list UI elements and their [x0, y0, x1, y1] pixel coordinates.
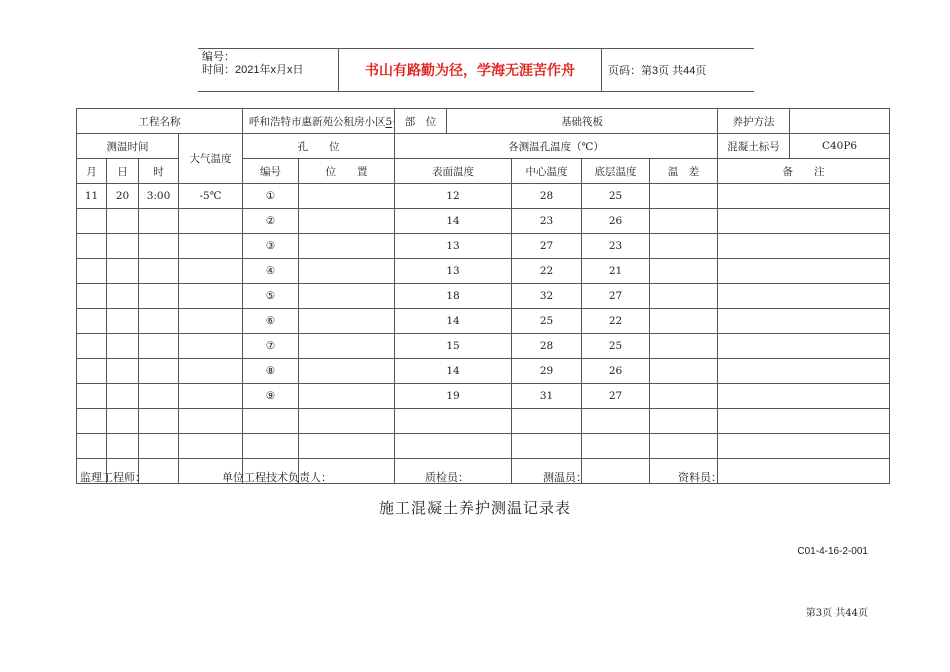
form-title: 施工混凝土养护测温记录表 [378, 499, 571, 517]
cell-bottom: 25 [582, 184, 650, 209]
cell-bottom [582, 434, 650, 459]
project-name [243, 109, 395, 134]
cell-remark [718, 434, 890, 459]
cell-hour [139, 309, 179, 334]
cell-bottom: 27 [582, 384, 650, 409]
cell-air [179, 234, 243, 259]
header-page-label: 页码：第3页 共44页 [608, 65, 707, 77]
grade-label: 混凝土标号 [718, 134, 790, 159]
cell-day [107, 284, 139, 309]
part-label: 部 位 [395, 109, 447, 134]
cell-surface [395, 409, 512, 434]
cell-month [77, 384, 107, 409]
cell-diff [650, 384, 718, 409]
cell-remark [718, 234, 890, 259]
cell-hour [139, 359, 179, 384]
cell-pos [299, 309, 395, 334]
cell-pos [299, 209, 395, 234]
cell-hour [139, 209, 179, 234]
cell-hour [139, 284, 179, 309]
remark-label: 备 注 [718, 159, 890, 184]
cell-diff [650, 209, 718, 234]
cell-pos [299, 334, 395, 359]
cell-no [243, 434, 299, 459]
cell-hour [139, 234, 179, 259]
cell-month [77, 309, 107, 334]
center-label: 中心温度 [512, 159, 582, 184]
cell-day [107, 259, 139, 284]
table-row [77, 384, 890, 409]
cell-month [77, 234, 107, 259]
cell-center [512, 409, 582, 434]
cell-month [77, 259, 107, 284]
header-meta [202, 51, 303, 77]
cell-air [179, 259, 243, 284]
cell-day [107, 309, 139, 334]
table-row [77, 309, 890, 334]
cell-center: 27 [512, 234, 582, 259]
cell-hour [139, 384, 179, 409]
cell-hour [139, 409, 179, 434]
curing-label: 养护方法 [718, 109, 790, 134]
table-row [77, 359, 890, 384]
hole-label: 孔 位 [243, 134, 395, 159]
cell-surface: 14 [395, 359, 512, 384]
cell-remark [718, 284, 890, 309]
cell-hour: 3:00 [139, 184, 179, 209]
form-code: C01-4-16-2-001 [797, 546, 868, 557]
cell-air [179, 409, 243, 434]
cell-pos [299, 234, 395, 259]
project-name-prefix: 呼和浩特市惠新苑公租房小区 [249, 115, 386, 128]
header-motto: 书山有路勤为径，学海无涯苦作舟 [338, 49, 602, 91]
cell-no: ⑨ [243, 384, 299, 409]
no-label: 编号 [243, 159, 299, 184]
table-row [77, 434, 890, 459]
cell-center: 28 [512, 184, 582, 209]
table-row-header-1 [77, 134, 890, 159]
cell-remark [718, 334, 890, 359]
cell-no: ③ [243, 234, 299, 259]
cell-day [107, 234, 139, 259]
cell-surface: 19 [395, 384, 512, 409]
cell-day [107, 334, 139, 359]
table-row [77, 284, 890, 309]
cell-center: 32 [512, 284, 582, 309]
cell-bottom: 26 [582, 209, 650, 234]
cell-remark [718, 309, 890, 334]
cell-center [512, 434, 582, 459]
cell-surface [395, 434, 512, 459]
cell-diff [650, 409, 718, 434]
cell-bottom [582, 459, 650, 484]
cell-diff [650, 234, 718, 259]
cell-bottom: 21 [582, 259, 650, 284]
cell-surface: 15 [395, 334, 512, 359]
cell-center: 23 [512, 209, 582, 234]
cell-no: ① [243, 184, 299, 209]
surface-label: 表面温度 [395, 159, 512, 184]
cell-diff [650, 309, 718, 334]
inspector-signature: 质检员： [425, 471, 469, 484]
air-temp-label: 大气温度 [179, 134, 243, 184]
cell-pos [299, 184, 395, 209]
cell-air: -5℃ [179, 184, 243, 209]
cell-diff [650, 259, 718, 284]
cell-month [77, 359, 107, 384]
diff-label: 温 差 [650, 159, 718, 184]
cell-air [179, 309, 243, 334]
cell-hour [139, 434, 179, 459]
cell-month [77, 284, 107, 309]
cell-no: ④ [243, 259, 299, 284]
cell-air [179, 384, 243, 409]
cell-center: 25 [512, 309, 582, 334]
project-building-number: 5 [385, 115, 393, 128]
cell-pos [299, 284, 395, 309]
table-row [77, 184, 890, 209]
temperature-record-table [76, 108, 890, 484]
bottom-label: 底层温度 [582, 159, 650, 184]
curing-value [790, 109, 890, 134]
time-label: 时间：2021年x月x日 [202, 64, 304, 76]
table-row [77, 459, 890, 484]
cell-surface: 14 [395, 209, 512, 234]
cell-bottom: 27 [582, 284, 650, 309]
page-footer: 第3页 共44页 [805, 608, 868, 619]
cell-bottom [582, 409, 650, 434]
table-row [77, 234, 890, 259]
pos-label: 位 置 [299, 159, 395, 184]
cell-hour [139, 334, 179, 359]
cell-pos [299, 409, 395, 434]
cell-no: ⑥ [243, 309, 299, 334]
cell-diff [650, 334, 718, 359]
cell-no: ⑧ [243, 359, 299, 384]
grade-value: C40P6 [790, 134, 890, 159]
project-label: 工程名称 [77, 109, 243, 134]
cell-pos [299, 384, 395, 409]
cell-remark [718, 209, 890, 234]
cell-center: 31 [512, 384, 582, 409]
cell-day [107, 434, 139, 459]
cell-air [179, 359, 243, 384]
table-row [77, 209, 890, 234]
supervisor-signature: 监理工程师： [80, 471, 146, 484]
table-row [77, 334, 890, 359]
cell-bottom: 25 [582, 334, 650, 359]
cell-bottom: 23 [582, 234, 650, 259]
cell-no [243, 409, 299, 434]
page-header [198, 48, 754, 92]
cell-day: 20 [107, 184, 139, 209]
table-row [77, 259, 890, 284]
cell-surface: 12 [395, 184, 512, 209]
cell-diff [650, 184, 718, 209]
cell-day [107, 409, 139, 434]
tech-lead-signature: 单位工程技术负责人： [222, 471, 332, 484]
measurer-signature: 测温员： [543, 471, 587, 484]
cell-surface: 14 [395, 309, 512, 334]
cell-remark [718, 259, 890, 284]
cell-diff [650, 284, 718, 309]
cell-bottom: 26 [582, 359, 650, 384]
cell-no: ⑦ [243, 334, 299, 359]
cell-bottom: 22 [582, 309, 650, 334]
archivist-signature: 资料员： [678, 471, 722, 484]
table-row [77, 409, 890, 434]
cell-surface: 13 [395, 259, 512, 284]
cell-pos [299, 434, 395, 459]
cell-air [179, 284, 243, 309]
cell-surface: 13 [395, 234, 512, 259]
cell-air [179, 209, 243, 234]
cell-no: ⑤ [243, 284, 299, 309]
time-label: 测温时间 [77, 134, 179, 159]
cell-diff [650, 434, 718, 459]
cell-remark [718, 459, 890, 484]
table-row-project [77, 109, 890, 134]
cell-center: 22 [512, 259, 582, 284]
cell-month [77, 334, 107, 359]
cell-month [77, 434, 107, 459]
cell-air [179, 434, 243, 459]
number-label: 编号： [202, 51, 235, 63]
cell-pos [299, 359, 395, 384]
cell-no: ② [243, 209, 299, 234]
cell-air [179, 334, 243, 359]
cell-diff [650, 359, 718, 384]
hour-label: 时 [139, 159, 179, 184]
cell-day [107, 209, 139, 234]
cell-remark [718, 409, 890, 434]
cell-pos [299, 259, 395, 284]
cell-month: 11 [77, 184, 107, 209]
cell-day [107, 359, 139, 384]
cell-month [77, 209, 107, 234]
cell-center: 28 [512, 334, 582, 359]
part-value: 基础筏板 [447, 109, 718, 134]
cell-center: 29 [512, 359, 582, 384]
day-label: 日 [107, 159, 139, 184]
month-label: 月 [77, 159, 107, 184]
cell-month [77, 409, 107, 434]
cell-hour [139, 259, 179, 284]
cell-surface: 18 [395, 284, 512, 309]
cell-remark [718, 384, 890, 409]
cell-remark [718, 184, 890, 209]
cell-remark [718, 359, 890, 384]
cell-day [107, 384, 139, 409]
hole-temp-label: 各测温孔温度（℃） [395, 134, 718, 159]
